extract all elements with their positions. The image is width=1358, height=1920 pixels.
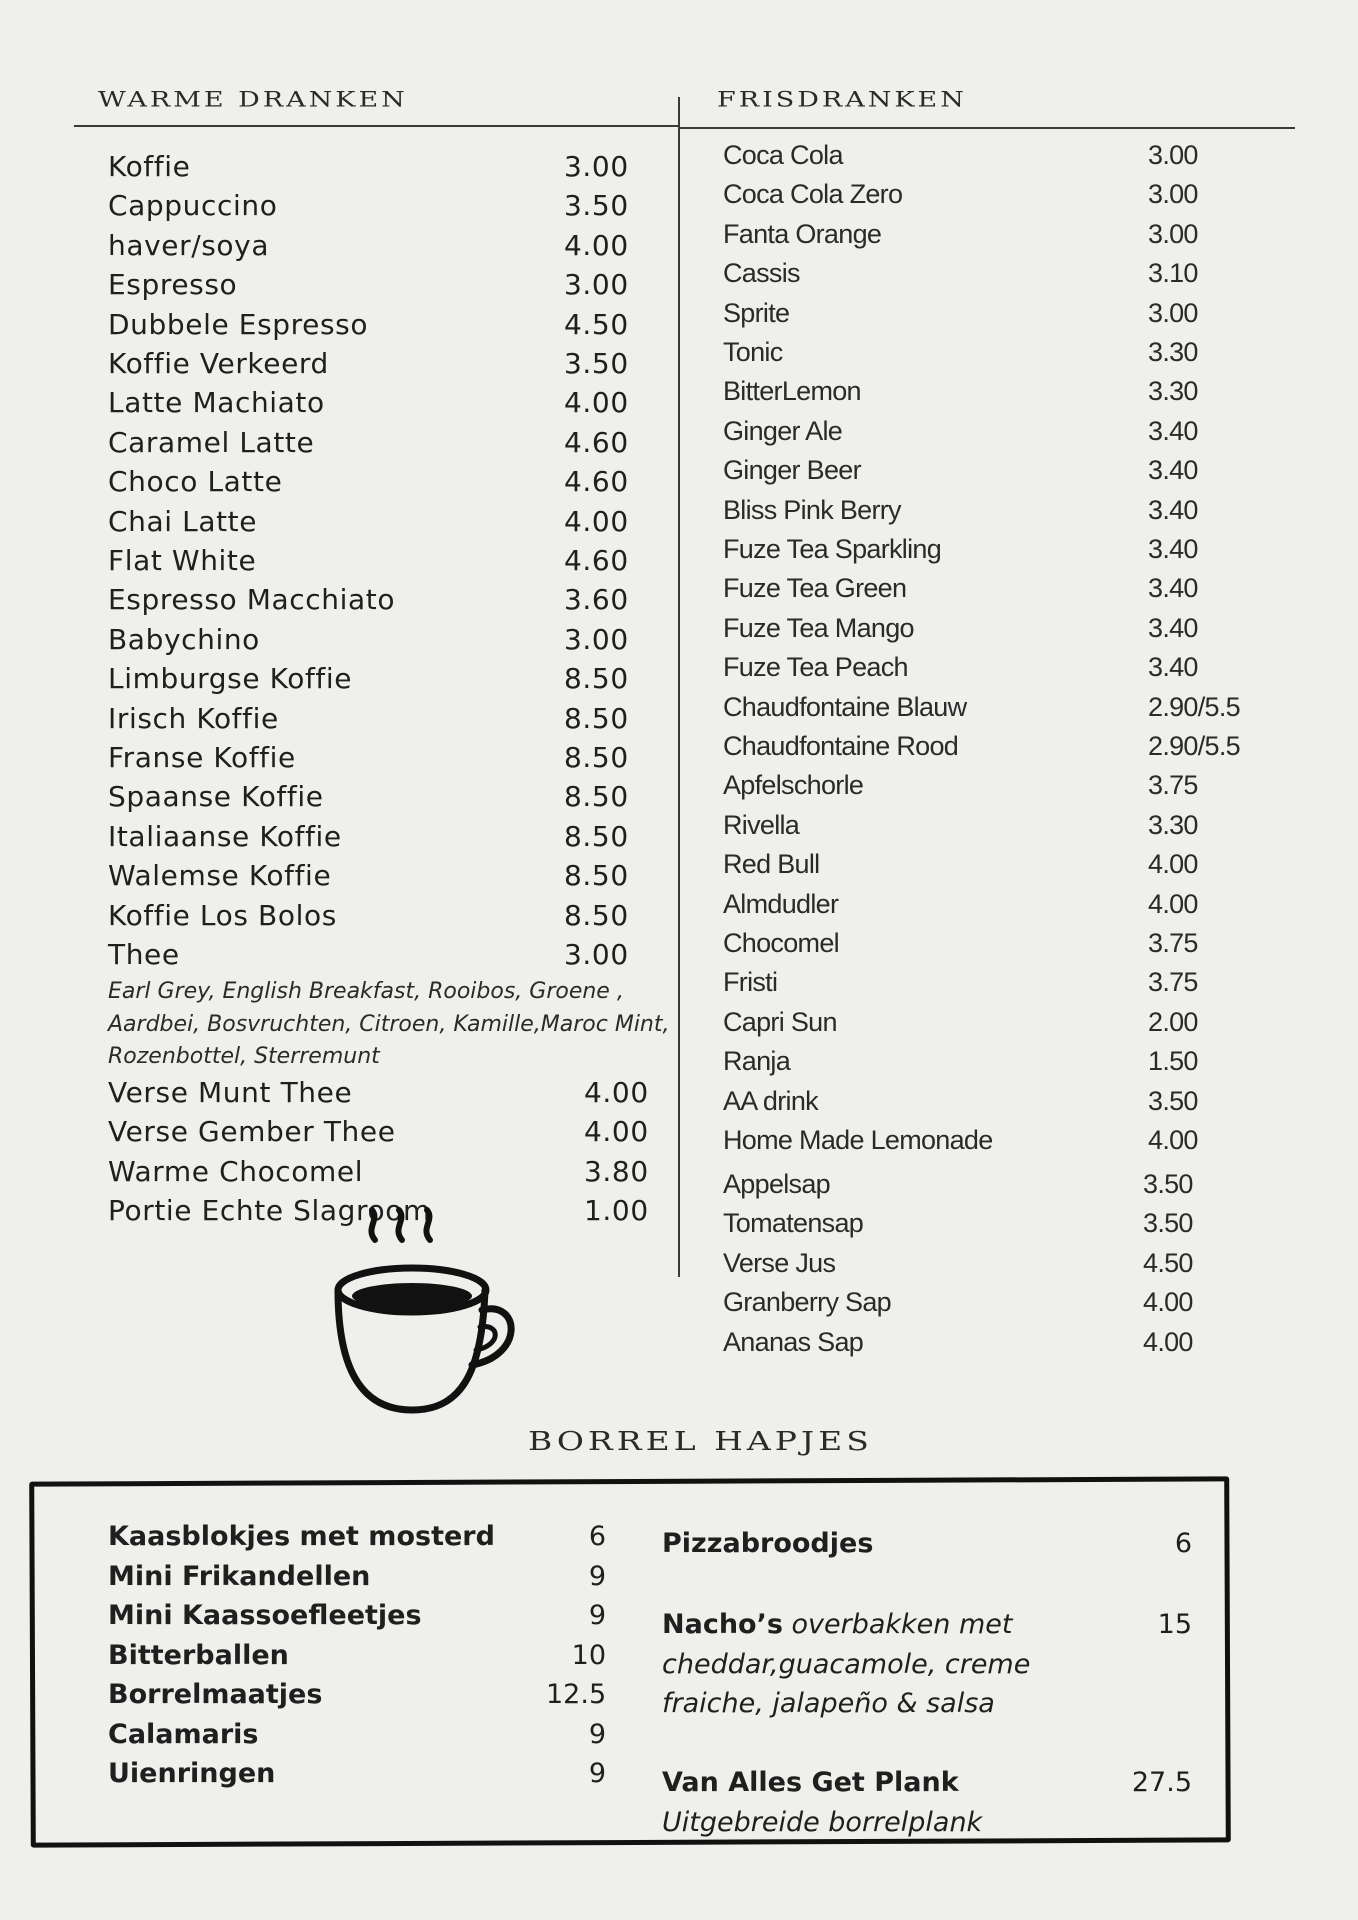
item-name: Spaanse Koffie (108, 780, 324, 814)
item-price: 1.50 (1148, 1046, 1198, 1077)
item-name: Fuze Tea Sparkling (723, 534, 942, 564)
item-price: 3.60 (564, 583, 629, 617)
item-price: 3.75 (1148, 770, 1198, 801)
item-price: 2.90/5.5 (1148, 691, 1240, 722)
item-price: 4.00 (564, 228, 629, 262)
item-price: 3.00 (564, 150, 629, 183)
column-divider (678, 97, 680, 1277)
item-price: 3.50 (564, 347, 629, 380)
item-name: Franse Koffie (108, 741, 296, 774)
item-price: 8.50 (564, 780, 629, 814)
item-name: Coca Cola (723, 140, 843, 170)
snack-item (108, 1560, 606, 1592)
coffee-cup-icon (330, 1205, 530, 1425)
item-name: Sprite (723, 297, 790, 328)
item-price: 3.75 (1148, 928, 1198, 958)
item-name: Italiaanse Koffie (108, 819, 342, 853)
item-name: Koffie (108, 150, 191, 183)
item-name: Apfelschorle (723, 770, 864, 801)
item-price: 1.00 (584, 1194, 649, 1228)
item-price: 3.50 (1148, 1085, 1198, 1116)
item-price: 3.50 (1143, 1169, 1193, 1199)
item-name: Irisch Koffie (108, 701, 279, 735)
item-name: Granberry Sap (723, 1287, 891, 1318)
item-price: 4.60 (564, 425, 629, 459)
item-price: 4.50 (564, 307, 629, 341)
item-price: 8.50 (564, 741, 629, 774)
item-name: Espresso (108, 268, 238, 302)
item-name: BitterLemon (723, 376, 861, 407)
pizza-price: 6 (1174, 1528, 1192, 1559)
item-name: Dubbele Espresso (108, 307, 369, 341)
nachos-price: 15 (1157, 1609, 1192, 1640)
item-name: Koffie Los Bolos (108, 898, 337, 932)
item-name: Warme Chocomel (108, 1154, 364, 1188)
item-name: Almdudler (723, 888, 839, 919)
item-price: 3.40 (1148, 612, 1198, 643)
warme-dranken-heading: WARME DRANKEN (98, 88, 408, 113)
pizza-item (662, 1528, 1192, 1559)
item-price: 3.30 (1148, 809, 1198, 840)
item-price: 4.60 (564, 544, 629, 577)
item-name: Verse Munt Thee (108, 1076, 353, 1109)
item-price: 3.40 (1148, 573, 1198, 604)
item-name: Chocomel (723, 928, 839, 958)
item-price: 3.00 (1148, 179, 1198, 210)
snack-item (108, 1600, 606, 1631)
nachos-desc-2: cheddar,guacamole, creme (662, 1648, 1031, 1680)
item-price: 4.00 (1148, 1125, 1198, 1155)
snack-price: 9 (588, 1718, 606, 1750)
snack-price: 6 (588, 1521, 606, 1552)
item-name: Walemse Koffie (108, 859, 332, 893)
item-name: Cappuccino (108, 189, 278, 223)
item-name: Chaudfontaine Rood (723, 731, 959, 761)
item-price: 3.40 (1148, 494, 1198, 525)
item-price: 3.40 (1148, 652, 1198, 683)
item-name: Tomatensap (723, 1208, 864, 1239)
item-price: 3.00 (1148, 297, 1198, 328)
item-price: 4.00 (1143, 1326, 1193, 1357)
fris-divider (680, 127, 1295, 129)
item-name: Ginger Beer (723, 455, 861, 486)
snack-item (108, 1758, 606, 1789)
item-price: 3.50 (1143, 1208, 1193, 1239)
item-price: 3.30 (1148, 337, 1198, 367)
item-price: 8.50 (564, 859, 629, 893)
item-name: Verse Jus (723, 1247, 836, 1278)
item-price: 2.00 (1148, 1006, 1198, 1037)
item-price: 3.40 (1148, 455, 1198, 486)
item-price: 3.00 (1148, 140, 1198, 170)
item-price: 2.90/5.5 (1148, 731, 1240, 761)
item-name: Latte Machiato (108, 386, 325, 420)
item-price: 3.30 (1148, 376, 1198, 407)
item-price: 8.50 (564, 701, 629, 735)
item-name: Babychino (108, 622, 260, 656)
snack-item (108, 1679, 607, 1710)
item-price: 3.00 (564, 622, 629, 656)
plank-desc: Uitgebreide borrelplank (662, 1806, 983, 1838)
snack-item (108, 1521, 606, 1552)
item-price: 4.00 (1148, 888, 1198, 919)
nachos-desc-1: overbakken met (791, 1609, 1013, 1640)
item-name: Ginger Ale (723, 415, 843, 446)
item-name: Tonic (723, 337, 783, 367)
item-name: Chaudfontaine Blauw (723, 691, 967, 722)
item-name: Caramel Latte (108, 425, 315, 459)
snack-item (108, 1718, 606, 1750)
item-name: AA drink (723, 1085, 818, 1116)
snack-name: Calamaris (108, 1718, 259, 1750)
snack-name: Mini Frikandellen (108, 1560, 371, 1592)
item-price: 4.00 (1143, 1287, 1193, 1318)
item-price: 3.00 (1148, 218, 1198, 249)
item-name: Thee (108, 938, 180, 971)
snack-name: Mini Kaassoefleetjes (108, 1600, 422, 1631)
item-name: Choco Latte (108, 465, 283, 499)
item-name: Ranja (723, 1046, 791, 1077)
item-name: Fuze Tea Mango (723, 612, 914, 643)
item-name: Bliss Pink Berry (723, 494, 901, 525)
item-name: Rivella (723, 809, 800, 840)
item-name: Flat White (108, 544, 257, 577)
snack-name: Kaasblokjes met mosterd (108, 1521, 495, 1552)
item-price: 3.50 (564, 189, 629, 223)
item-name: Fuze Tea Peach (723, 652, 908, 683)
item-price: 3.40 (1148, 534, 1198, 564)
nachos-item (662, 1605, 1192, 1724)
item-price: 8.50 (564, 819, 629, 853)
snack-price: 10 (571, 1639, 606, 1671)
item-name: Cassis (723, 258, 800, 289)
thee-description: Earl Grey, English Breakfast, Rooibos, Groene , Aardbei, Bosvruchten, Citroen, Kamille,Maroc Mint, Rozenbottel, Sterremunt (108, 979, 670, 1069)
item-name: Limburgse Koffie (108, 662, 353, 696)
item-name: Coca Cola Zero (723, 179, 903, 210)
item-name: Capri Sun (723, 1006, 837, 1037)
item-price: 4.00 (564, 504, 629, 538)
item-price: 3.75 (1148, 967, 1198, 998)
item-name: Ananas Sap (723, 1326, 864, 1357)
item-name: Fristi (723, 967, 778, 998)
frisdranken-heading: FRISDRANKEN (717, 88, 967, 113)
item-name: Fuze Tea Green (723, 573, 907, 604)
item-price: 3.10 (1148, 258, 1198, 289)
plank-price: 27.5 (1131, 1767, 1192, 1798)
item-price: 4.00 (584, 1115, 649, 1149)
item-name: Portie Echte Slagroom (108, 1194, 431, 1228)
item-name: Espresso Macchiato (108, 583, 396, 617)
item-price: 3.00 (564, 938, 629, 971)
item-price: 3.80 (584, 1154, 649, 1188)
snack-price: 12.5 (546, 1679, 607, 1710)
item-price: 3.00 (564, 268, 629, 302)
snack-price: 9 (588, 1600, 606, 1631)
snack-name: Borrelmaatjes (108, 1679, 323, 1710)
item-name: Fanta Orange (723, 218, 882, 249)
item-name: Red Bull (723, 849, 820, 880)
nachos-desc-3: fraiche, jalapeño & salsa (662, 1688, 995, 1719)
item-price: 4.00 (1148, 849, 1198, 880)
item-price: 8.50 (564, 898, 629, 932)
item-name: haver/soya (108, 228, 270, 262)
snack-item (108, 1639, 606, 1671)
item-price: 4.00 (584, 1076, 649, 1109)
item-price: 8.50 (564, 662, 629, 696)
snack-name: Bitterballen (108, 1639, 289, 1671)
snack-price: 9 (588, 1560, 606, 1592)
item-price: 4.00 (564, 386, 629, 420)
borrel-hapjes-heading: BORREL HAPJES (528, 1426, 873, 1457)
item-name: Koffie Verkeerd (108, 347, 329, 380)
item-name: Appelsap (723, 1169, 830, 1199)
item-price: 4.60 (564, 465, 629, 499)
item-name: Verse Gember Thee (108, 1115, 396, 1149)
item-name: Chai Latte (108, 504, 258, 538)
snack-price: 9 (588, 1758, 606, 1789)
item-price: 3.40 (1148, 415, 1198, 446)
plank-name: Van Alles Get Plank (662, 1767, 959, 1798)
item-price: 4.50 (1143, 1247, 1193, 1278)
snack-name: Uienringen (108, 1758, 276, 1789)
plank-item (662, 1763, 1192, 1842)
item-name: Home Made Lemonade (723, 1125, 993, 1155)
nachos-name: Nacho’s (662, 1609, 783, 1640)
pizza-name: Pizzabroodjes (662, 1528, 874, 1559)
warme-divider (74, 125, 680, 127)
